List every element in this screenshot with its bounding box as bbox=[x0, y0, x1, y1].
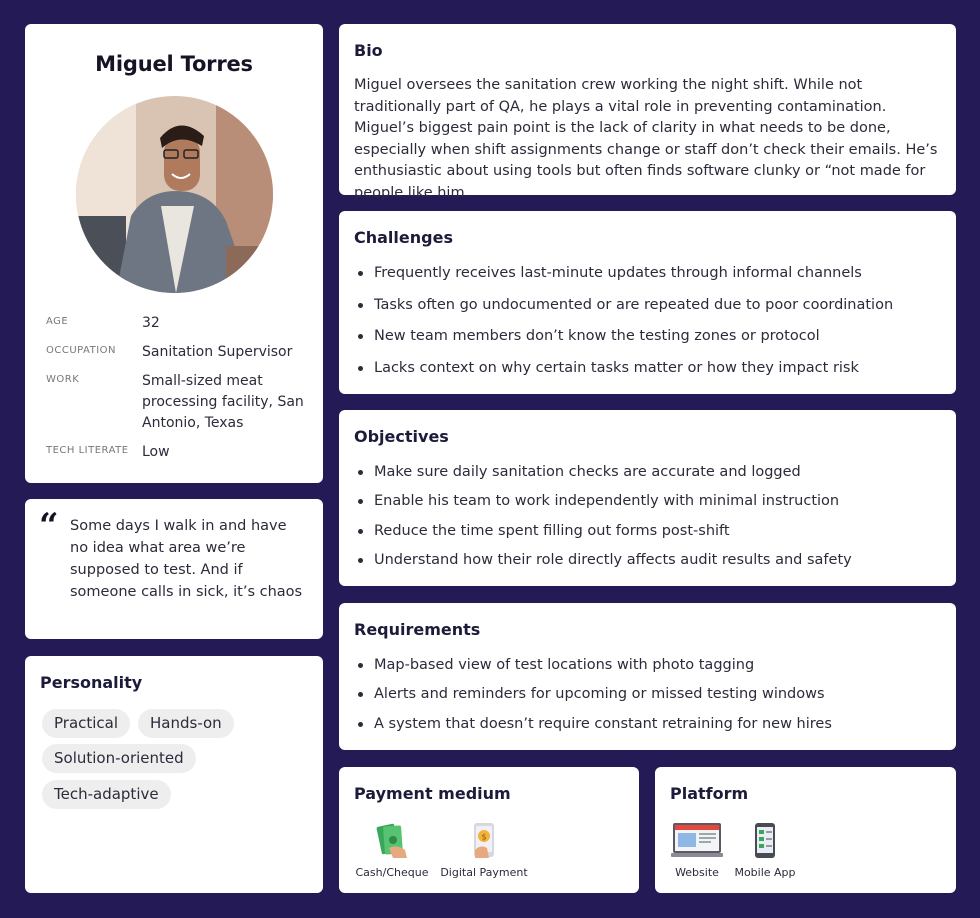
payment-item-cash-label: Cash/Cheque bbox=[355, 866, 429, 879]
payment-medium-card bbox=[339, 767, 639, 893]
challenges-list bbox=[354, 263, 949, 389]
list-item: New team members don’t know the testing zones or protocol bbox=[354, 326, 949, 358]
occupation-label: OCCUPATION bbox=[46, 345, 117, 356]
platform-item-mobile-app-label: Mobile App bbox=[734, 866, 796, 879]
objectives-list bbox=[354, 462, 949, 579]
platform-item-mobile-app bbox=[732, 822, 798, 879]
list-item: Reduce the time spent filling out forms post-shift bbox=[354, 521, 949, 550]
payment-item-digital-label: Digital Payment bbox=[440, 866, 528, 879]
svg-text:$: $ bbox=[481, 832, 487, 842]
list-item: Tasks often go undocumented or are repeated due to poor coordination bbox=[354, 295, 949, 327]
personality-title: Personality bbox=[40, 673, 143, 692]
occupation-value: Sanitation Supervisor bbox=[142, 344, 293, 360]
quote-mark-icon: “ bbox=[39, 506, 59, 546]
requirements-list bbox=[354, 655, 949, 743]
challenges-title: Challenges bbox=[354, 228, 453, 247]
objectives-title: Objectives bbox=[354, 427, 449, 446]
challenges-card bbox=[339, 211, 956, 394]
quote-text: Some days I walk in and have no idea what area we’re supposed to test. And if someone calls in sick, it’s chaos bbox=[70, 518, 303, 600]
trait-chip-practical: Practical bbox=[42, 709, 130, 738]
list-item: Make sure daily sanitation checks are accurate and logged bbox=[354, 462, 949, 491]
requirements-title: Requirements bbox=[354, 620, 481, 639]
list-item: Lacks context on why certain tasks matter or how they impact risk bbox=[354, 358, 949, 390]
trait-chip-hands-on: Hands-on bbox=[138, 709, 234, 738]
platform-card bbox=[655, 767, 956, 893]
payment-item-digital bbox=[439, 822, 529, 879]
list-item: Alerts and reminders for upcoming or missed testing windows bbox=[354, 684, 949, 713]
tech-literate-label: TECH LITERATE bbox=[46, 445, 129, 456]
bio-title: Bio bbox=[354, 41, 383, 60]
platform-item-website bbox=[668, 822, 726, 879]
trait-chip-solution-oriented: Solution-oriented bbox=[42, 744, 196, 773]
bio-card bbox=[339, 24, 956, 201]
list-item: Understand how their role directly affects audit results and safety bbox=[354, 550, 949, 579]
platform-title: Platform bbox=[670, 784, 749, 803]
work-label: WORK bbox=[46, 374, 80, 385]
list-item: Enable his team to work independently with minimal instruction bbox=[354, 491, 949, 520]
mobile-app-icon bbox=[753, 822, 777, 860]
quote-card bbox=[25, 499, 323, 639]
list-item: Frequently receives last-minute updates through informal channels bbox=[354, 263, 949, 295]
list-item: Map-based view of test locations with photo tagging bbox=[354, 655, 949, 684]
tech-literate-value: Low bbox=[142, 444, 170, 460]
requirements-card bbox=[339, 603, 956, 750]
objectives-card bbox=[339, 410, 956, 586]
digital-payment-icon bbox=[467, 822, 501, 860]
work-value: Small-sized meat processing facility, San Antonio, Texas bbox=[142, 373, 304, 431]
age-label: AGE bbox=[46, 316, 69, 327]
age-value: 32 bbox=[142, 315, 160, 331]
list-item: A system that doesn’t require constant retraining for new hires bbox=[354, 714, 949, 743]
website-icon bbox=[671, 822, 723, 860]
platform-item-website-label: Website bbox=[675, 866, 719, 879]
profile-card bbox=[25, 24, 323, 483]
personality-card bbox=[25, 656, 323, 893]
cash-icon bbox=[375, 822, 409, 860]
persona-name: Miguel Torres bbox=[95, 52, 253, 76]
payment-item-cash bbox=[354, 822, 430, 879]
bio-text: Miguel oversees the sanitation crew working the night shift. While not traditionally part of QA, he plays a vital role in preventing contamination. Miguel’s biggest pain point is the lack of clarity in what needs to be done, especially when shift assignments change or staff don’t check their emails. He’s enthusiastic about using tools but often finds software clunky or “not made for people like him. bbox=[354, 77, 938, 201]
trait-chip-tech-adaptive: Tech-adaptive bbox=[42, 780, 171, 809]
avatar bbox=[76, 96, 273, 293]
payment-title: Payment medium bbox=[354, 784, 511, 803]
avatar-photo bbox=[76, 96, 273, 293]
